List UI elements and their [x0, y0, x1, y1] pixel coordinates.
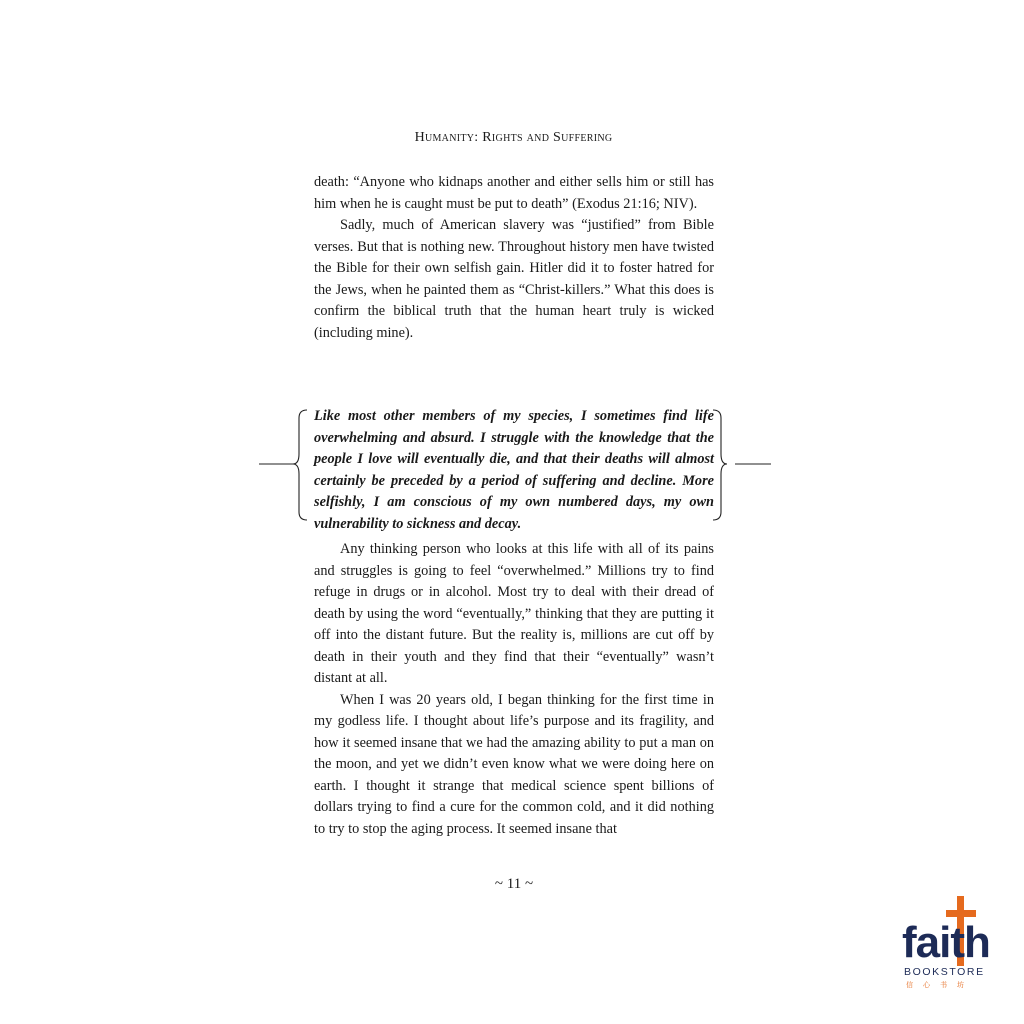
- faith-bookstore-logo: [898, 896, 1002, 996]
- body-text-top: [314, 172, 714, 344]
- logo-chinese: 信心书坊: [906, 982, 974, 989]
- paragraph: When I was 20 years old, I began thinking for the first time in my godless life. I thought about life’s purpose and its fragility, and how it seemed insane that we had the amazing ability to put a man on the moon, and yet we didn’t even know what we were doing here on earth. I thought it strange that medical science spent billions of dollars trying to find a cure for the common cold, and it did nothing to try to stop the aging process. It seemed insane that: [314, 691, 714, 837]
- running-head: Humanity: Rights and Suffering: [414, 130, 613, 145]
- body-text-bottom: [314, 539, 714, 840]
- logo-word: faith: [902, 918, 990, 967]
- paragraph: Any thinking person who looks at this life with all of its pains and struggles is going to feel “overwhelmed.” Millions try to find refuge in drugs or in alcohol. Most try to deal with their dread of death by using the word “eventually,” thinking that they are putting it off into the distant future. But the reality is, millions are cut off by death in their youth and they find that their “eventually” wasn’t distant at all.: [314, 541, 714, 686]
- page-number: ~ 11 ~: [494, 876, 534, 892]
- pull-quote: Like most other members of my species, I sometimes find life overwhelming and absurd. I struggle with the knowledge that the people I love will eventually die, and that their deaths will almost certainly be preceded by a period of suffering and decline. More selfishly, I am conscious of my own numbered days, my own vulnerability to sickness and decay.: [314, 408, 714, 532]
- paragraph: death: “Anyone who kidnaps another and either sells him or still has him when he is caught must be put to death” (Exodus 21:16; NIV).: [314, 174, 714, 212]
- paragraph: Sadly, much of American slavery was “justified” from Bible verses. But that is nothing new. Throughout history men have twisted the Bible for their own selfish gain. Hitler did it to foster hatred for the Jews, when he painted them as “Christ-killers.” What this does is confirm the biblical truth that the human heart truly is wicked (including mine).: [314, 217, 714, 341]
- cross-icon-bar: [946, 910, 976, 917]
- logo-subtitle: BOOKSTORE: [904, 966, 985, 978]
